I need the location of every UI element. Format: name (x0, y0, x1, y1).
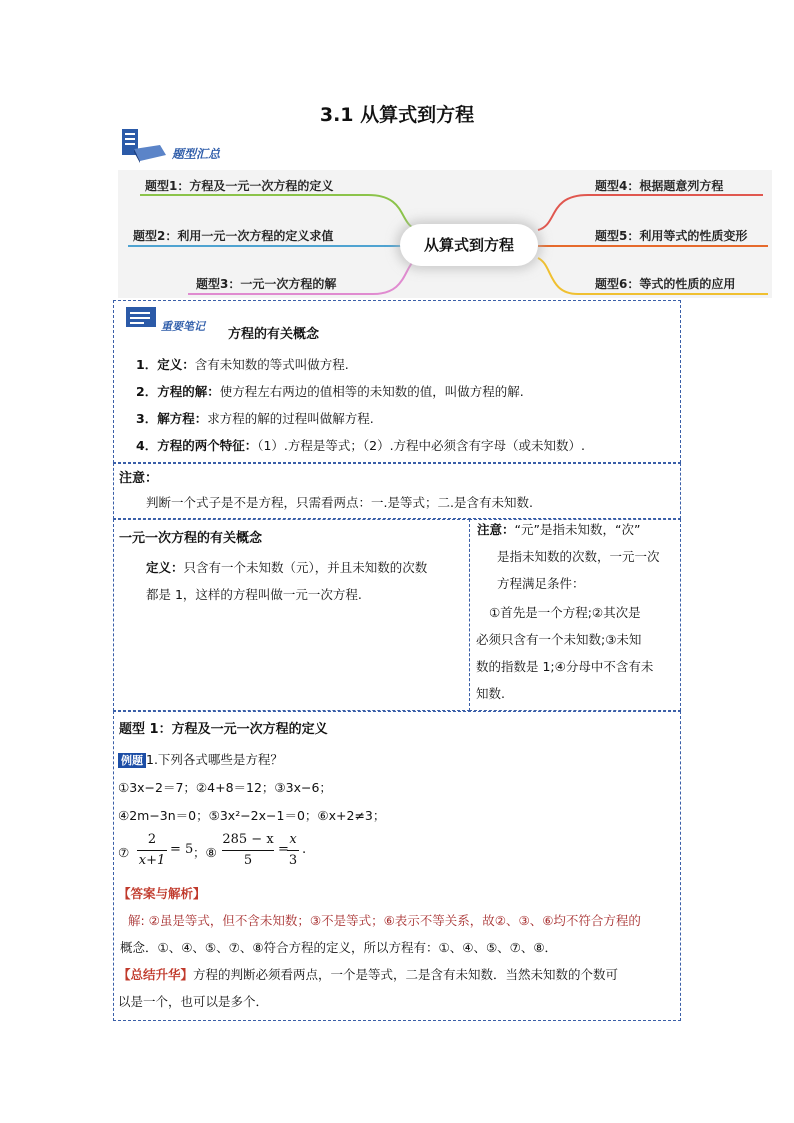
linear-heading: 一元一次方程的有关概念 (119, 531, 263, 546)
frac3-den: 3 (288, 853, 298, 868)
summary-line1: 【总结升华】方程的判断必须看两点，一个是等式，二是含有未知数．当然未知数的个数可 (118, 967, 619, 982)
expr-row3-mid: ；⑧ (193, 845, 217, 860)
topic-1: 题型1：方程及一元一次方程的定义 (145, 179, 334, 193)
book-stack-icon (120, 127, 168, 165)
attention-title: 注意： (119, 471, 159, 486)
topic-2: 题型2：利用一元一次方程的定义求值 (133, 229, 334, 243)
summary-label: 题型汇总 (172, 147, 221, 161)
frac2-eq: = (278, 842, 289, 857)
linear-box (113, 519, 470, 711)
side-line-6: 知数. (476, 686, 505, 701)
side-line-3: ①首先是一个方程;②其次是 (489, 605, 641, 620)
side-line-1: 是指未知数的次数，一元一次 (497, 549, 660, 564)
note-item-4: 4．方程的两个特征：（1）.方程是等式；（2）.方程中必须含有字母（或未知数）. (136, 438, 586, 453)
notebook-icon (124, 305, 158, 331)
frac1-bar (137, 850, 167, 851)
frac2-num: 285 − x (222, 832, 274, 847)
expr-row1: ①3x−2＝7；②4+8＝12；③3x−6； (118, 780, 332, 795)
side-line-5: 数的指数是 1;④分母中不含有未 (476, 659, 654, 674)
note-item-1: 1．定义：含有未知数的等式叫做方程. (136, 357, 349, 372)
frac1-rhs: = 5 (170, 842, 194, 857)
notes-heading: 方程的有关概念 (228, 327, 320, 342)
example-question: 例题 1.下列各式哪些是方程？ (118, 750, 283, 771)
expr-row3-prefix: ⑦ (118, 845, 130, 860)
answer-title: 【答案与解析】 (118, 886, 206, 901)
topic-5: 题型5：利用等式的性质变形 (595, 229, 748, 243)
summary-line2: 以是一个，也可以是多个． (118, 994, 269, 1009)
notes-label: 重要笔记 (161, 320, 205, 333)
side-line-4: 必须只含有一个未知数;③未知 (476, 632, 642, 647)
frac1-num: 2 (147, 832, 157, 847)
expr-row2: ④2m−3n＝0；⑤3x²−2x−1＝0；⑥x+2≠3； (118, 808, 386, 823)
note-item-3: 3．解方程：求方程的解的过程叫做解方程. (136, 411, 374, 426)
frac2-bar (222, 850, 274, 851)
topic-4: 题型4：根据题意列方程 (595, 179, 724, 193)
frac3-num: x (289, 832, 297, 847)
linear-def-line2: 都是 1，这样的方程叫做一元一次方程. (146, 587, 362, 602)
attention-text: 判断一个式子是不是方程，只需看两点：一.是等式；二.是含有未知数. (146, 495, 533, 510)
page-title: 3.1 从算式到方程 (319, 104, 475, 126)
answer-line1: 解: ②虽是等式，但不含未知数；③不是等式；⑥表示不等关系，故②、③、⑥均不符合方程的 (128, 913, 641, 928)
topic-6: 题型6：等式的性质的应用 (595, 277, 736, 291)
frac1-den: x+1 (138, 853, 166, 868)
side-line-2: 方程满足条件： (497, 576, 585, 591)
frac3-bar (287, 850, 299, 851)
mind-map-center: 从算式到方程 (400, 224, 538, 266)
type1-heading: 题型 1：方程及一元一次方程的定义 (119, 722, 328, 737)
answer-line2: 概念．①、④、⑤、⑦、⑧符合方程的定义，所以方程有：①、④、⑤、⑦、⑧． (120, 940, 558, 955)
example-tag: 例题 (118, 753, 146, 768)
linear-def-line1: 定义：只含有一个未知数（元），并且未知数的次数 (146, 560, 428, 575)
frac2-den: 5 (243, 853, 253, 868)
frac-end: . (302, 842, 307, 857)
side-line-0: 注意：“元”是指未知数，“次” (477, 522, 641, 537)
note-item-2: 2．方程的解：使方程左右两边的值相等的未知数的值，叫做方程的解. (136, 384, 524, 399)
topic-3: 题型3：一元一次方程的解 (196, 277, 337, 291)
